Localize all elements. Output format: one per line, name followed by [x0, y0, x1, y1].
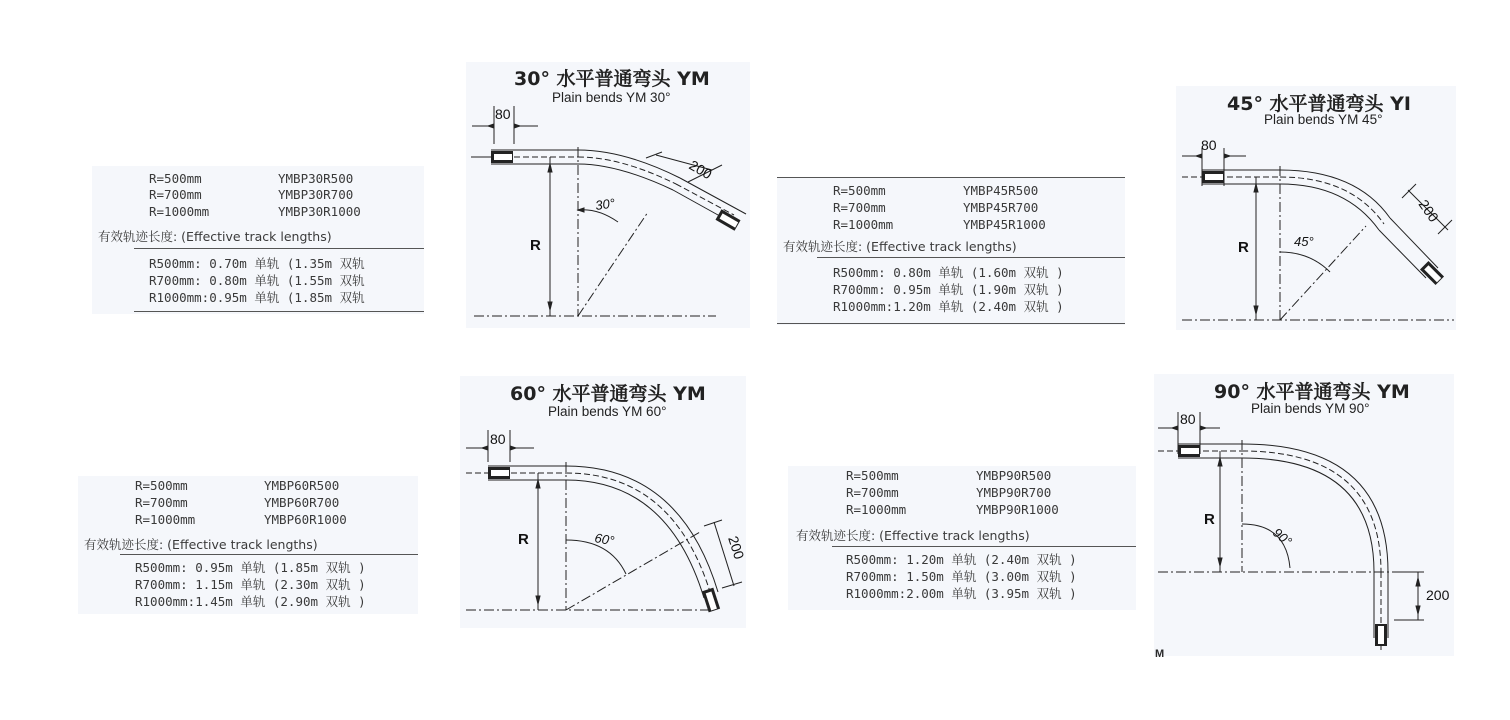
panel-subtitle: Plain bends YM 30°: [552, 90, 671, 105]
bend-diagram-45: [1176, 86, 1456, 330]
track-length: R700mm: 0.95m 单轨 (1.90m 双轨 ): [833, 282, 1064, 297]
spec-table-30: [92, 166, 424, 314]
panel-title: 60° 水平普通弯头 YM: [510, 383, 706, 405]
angle-label: 30°: [594, 195, 616, 213]
dim-200: 200: [1415, 196, 1443, 225]
angle-label: 60°: [593, 530, 616, 549]
track-length: R700mm: 0.80m 单轨 (1.55m 双轨: [149, 273, 365, 288]
spec-table-45: [777, 177, 1125, 325]
model-radius: R=500mm: [833, 183, 886, 198]
model-code: YMBP30R700: [278, 187, 354, 202]
divider: [777, 323, 1125, 324]
bend-diagram-60: [460, 376, 746, 628]
divider: [134, 248, 424, 249]
panel-title: 45° 水平普通弯头 YI: [1227, 93, 1411, 115]
effective-track-label: 有效轨迹长度: (Effective track lengths): [84, 537, 318, 552]
effective-track-label: 有效轨迹长度: (Effective track lengths): [98, 229, 332, 244]
effective-track-label: 有效轨迹长度: (Effective track lengths): [783, 239, 1017, 254]
model-code: YMBP30R500: [278, 171, 354, 186]
panel-subtitle: Plain bends YM 90°: [1251, 401, 1370, 416]
angle-label: 45°: [1294, 234, 1314, 249]
divider: [832, 546, 1136, 547]
track-length: R500mm: 0.70m 单轨 (1.35m 双轨: [149, 256, 365, 271]
bend-drawing: [1176, 86, 1456, 330]
track-length: R700mm: 1.15m 单轨 (2.30m 双轨 ): [135, 577, 366, 592]
model-radius: R=500mm: [135, 478, 188, 493]
radius-label: R: [1204, 511, 1215, 528]
model-radius: R=1000mm: [833, 217, 894, 232]
model-code: YMBP60R500: [264, 478, 340, 493]
track-length: R1000mm:0.95m 单轨 (1.85m 双轨: [149, 290, 365, 305]
track-length: R1000mm:2.00m 单轨 (3.95m 双轨 ): [846, 586, 1077, 601]
model-radius: R=700mm: [149, 187, 202, 202]
panel-subtitle: Plain bends YM 45°: [1264, 112, 1383, 127]
divider: [817, 257, 1125, 258]
track-length: R500mm: 0.80m 单轨 (1.60m 双轨 ): [833, 265, 1064, 280]
model-radius: R=500mm: [846, 468, 899, 483]
dim-80: 80: [1201, 137, 1217, 153]
model-code: YMBP90R500: [976, 468, 1052, 483]
bend-drawing: [1154, 374, 1454, 656]
effective-track-label: 有效轨迹长度: (Effective track lengths): [796, 528, 1030, 543]
model-code: YMBP90R700: [976, 485, 1052, 500]
track-length: R1000mm:1.20m 单轨 (2.40m 双轨 ): [833, 299, 1064, 314]
bend-drawing: [460, 376, 746, 628]
dim-200: 200: [686, 156, 715, 183]
angle-label: 90°: [1270, 524, 1295, 549]
stray-mark: M: [1155, 648, 1165, 660]
dim-80: 80: [495, 106, 511, 122]
model-code: YMBP45R500: [963, 183, 1039, 198]
divider: [777, 177, 1125, 178]
track-length: R500mm: 0.95m 单轨 (1.85m 双轨 ): [135, 560, 366, 575]
model-radius: R=700mm: [135, 495, 188, 510]
model-radius: R=700mm: [846, 485, 899, 500]
dim-80: 80: [1180, 411, 1196, 427]
panel-subtitle: Plain bends YM 60°: [548, 404, 667, 419]
panel-title: 90° 水平普通弯头 YM: [1214, 381, 1410, 403]
divider: [120, 554, 418, 555]
bend-drawing: [466, 62, 750, 328]
model-code: YMBP30R1000: [278, 204, 361, 219]
bend-diagram-90: [1154, 374, 1454, 656]
track-length: R1000mm:1.45m 单轨 (2.90m 双轨 ): [135, 594, 366, 609]
track-length: R500mm: 1.20m 单轨 (2.40m 双轨 ): [846, 552, 1077, 567]
radius-label: R: [1238, 239, 1249, 256]
dim-80: 80: [490, 431, 506, 447]
model-radius: R=700mm: [833, 200, 886, 215]
model-radius: R=1000mm: [149, 204, 210, 219]
bend-diagram-30: [466, 62, 750, 328]
model-radius: R=500mm: [149, 171, 202, 186]
radius-label: R: [530, 237, 541, 254]
dim-200: 200: [725, 533, 748, 562]
panel-title: 30° 水平普通弯头 YM: [514, 68, 710, 90]
spec-table-60: [78, 476, 418, 614]
dim-200: 200: [1426, 587, 1450, 603]
model-code: YMBP60R700: [264, 495, 340, 510]
spec-table-90: [788, 466, 1136, 610]
track-length: R700mm: 1.50m 单轨 (3.00m 双轨 ): [846, 569, 1077, 584]
model-code: YMBP60R1000: [264, 512, 347, 527]
radius-label: R: [518, 531, 529, 548]
model-code: YMBP90R1000: [976, 502, 1059, 517]
model-code: YMBP45R700: [963, 200, 1039, 215]
model-code: YMBP45R1000: [963, 217, 1046, 232]
model-radius: R=1000mm: [846, 502, 907, 517]
divider: [134, 311, 424, 312]
model-radius: R=1000mm: [135, 512, 196, 527]
